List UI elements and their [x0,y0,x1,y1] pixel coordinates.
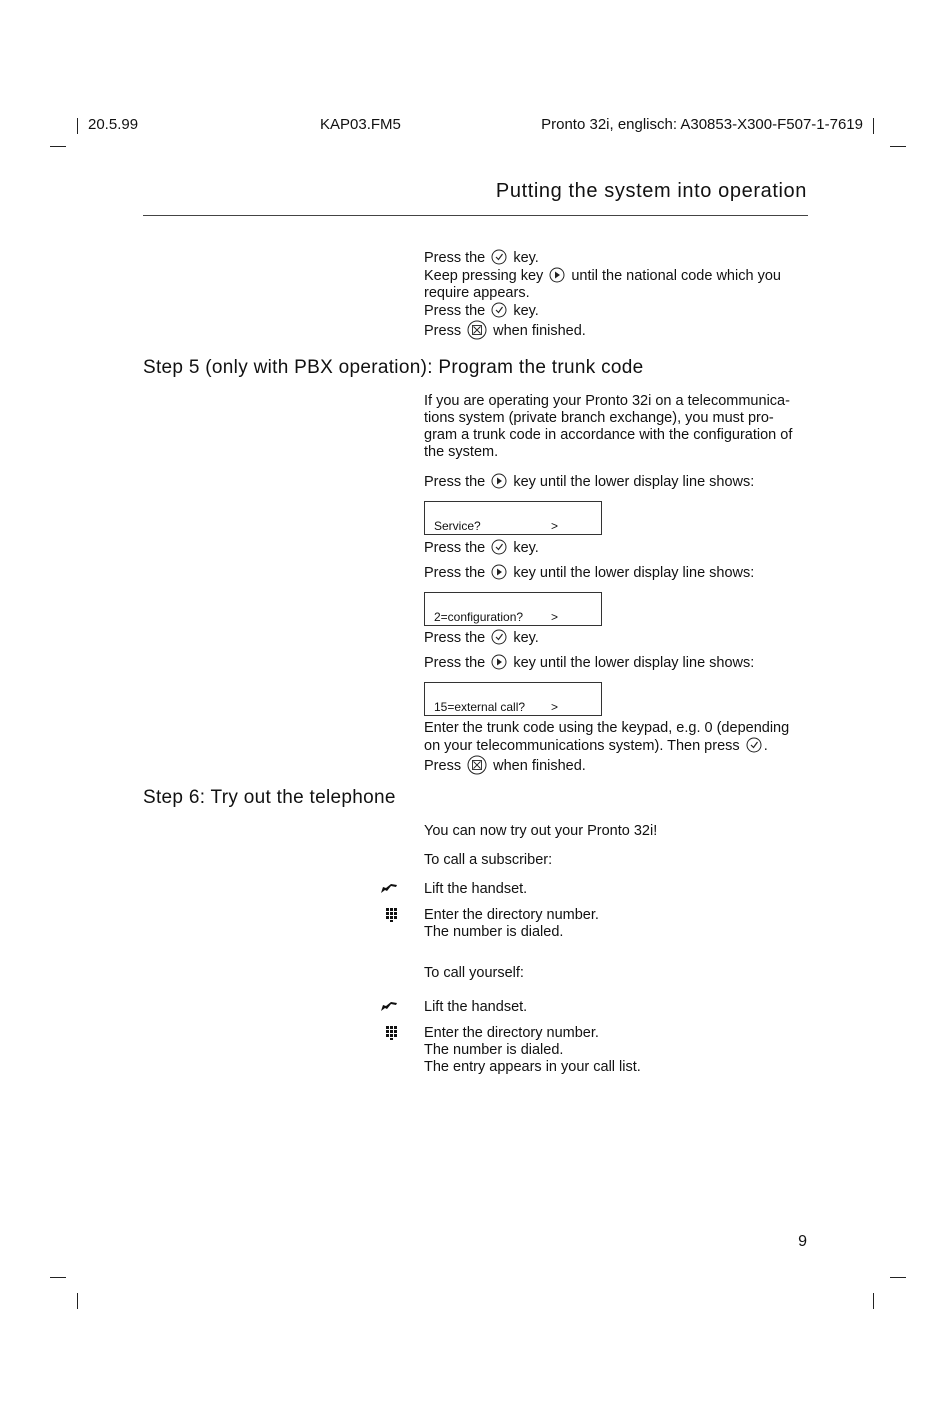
step-enter-number [424,1025,809,1076]
display-text: 2=configuration? [434,610,524,624]
text: key until the lower display line shows: [513,474,755,490]
scroll-key-icon [491,564,507,580]
text: key until the lower display line shows: [513,565,755,581]
ok-key-icon [491,249,507,265]
step6-heading: Step 6: Try out the telephone [143,787,396,808]
crop-mark [890,146,906,147]
text: The number is dialed. [424,924,564,940]
step5-paragraph [424,393,809,461]
display-box [424,592,602,626]
text: Enter the trunk code using the keypad, e.g. 0 (depending [424,720,790,736]
crop-mark [873,118,874,134]
chapter-title: Putting the system into operation [495,180,807,202]
text: The entry appears in your call list. [424,1059,641,1075]
text: key. [513,630,539,646]
header-file: KAP03.FM5 [320,116,401,133]
text: Press the [424,655,486,671]
text: Press the [424,540,486,556]
crop-mark [873,1293,874,1309]
text: key. [513,250,539,266]
text: the system. [424,444,499,460]
text: tions system (private branch exchange), you must pro- [424,410,774,426]
ok-key-icon [491,629,507,645]
header-product: Pronto 32i, englisch: A30853-X300-F507-1-7619 [541,116,863,133]
text: Press the [424,303,486,319]
trunk-code-instruction [424,720,809,775]
instruction [424,629,809,647]
text: on your telecommunications system). Then press [424,738,740,754]
text: Keep pressing key [424,268,544,284]
display-box [424,501,602,535]
text: If you are operating your Pronto 32i on a telecommunica- [424,393,790,409]
display-arrow: > [551,519,559,533]
display-text: 15=external call? [434,700,526,714]
step-lift-handset: Lift the handset. [424,881,528,897]
display-arrow: > [551,610,559,624]
display-arrow: > [551,700,559,714]
crop-mark [50,1277,66,1278]
crop-mark [50,146,66,147]
instruction [424,564,809,582]
text: . [763,738,768,754]
text: key. [513,540,539,556]
text: key. [513,303,539,319]
text: until the national code which you [571,268,781,284]
ok-key-icon [746,737,762,753]
subheading-call-subscriber: To call a subscriber: [424,852,553,868]
text: Press [424,758,462,774]
scroll-key-icon [491,473,507,489]
text: Press the [424,474,486,490]
intro-block [424,249,809,340]
crop-mark [890,1277,906,1278]
text: The number is dialed. [424,1042,564,1058]
text: Press the [424,630,486,646]
step5-heading: Step 5 (only with PBX operation): Program the trunk code [143,357,644,378]
keypad-icon [386,1026,398,1040]
instruction [424,473,809,491]
handset-icon [380,1000,398,1014]
text: key until the lower display line shows: [513,655,755,671]
handset-icon [380,882,398,896]
text: require appears. [424,285,530,301]
crop-mark [77,1293,78,1309]
subheading-call-yourself: To call yourself: [424,965,524,981]
text: Enter the directory number. [424,1025,599,1041]
end-key-icon [467,755,487,775]
crop-mark [77,118,78,134]
scroll-key-icon [549,267,565,283]
ok-key-icon [491,302,507,318]
scroll-key-icon [491,654,507,670]
text: when finished. [493,323,586,339]
ok-key-icon [491,539,507,555]
header-date: 20.5.99 [88,116,139,133]
text: Enter the directory number. [424,907,599,923]
text: gram a trunk code in accordance with the configuration of [424,427,793,443]
step6-intro: You can now try out your Pronto 32i! [424,823,658,839]
step-enter-number [424,907,809,941]
display-box [424,682,602,716]
step-lift-handset: Lift the handset. [424,999,528,1015]
keypad-icon [386,908,398,922]
text: Press the [424,565,486,581]
instruction [424,654,809,672]
text: when finished. [493,758,586,774]
end-key-icon [467,320,487,340]
text: Press [424,323,462,339]
page-number: 9 [798,1233,807,1250]
header-rule [143,215,808,216]
text: Press the [424,250,486,266]
display-text: Service? [434,519,481,533]
instruction [424,539,809,557]
